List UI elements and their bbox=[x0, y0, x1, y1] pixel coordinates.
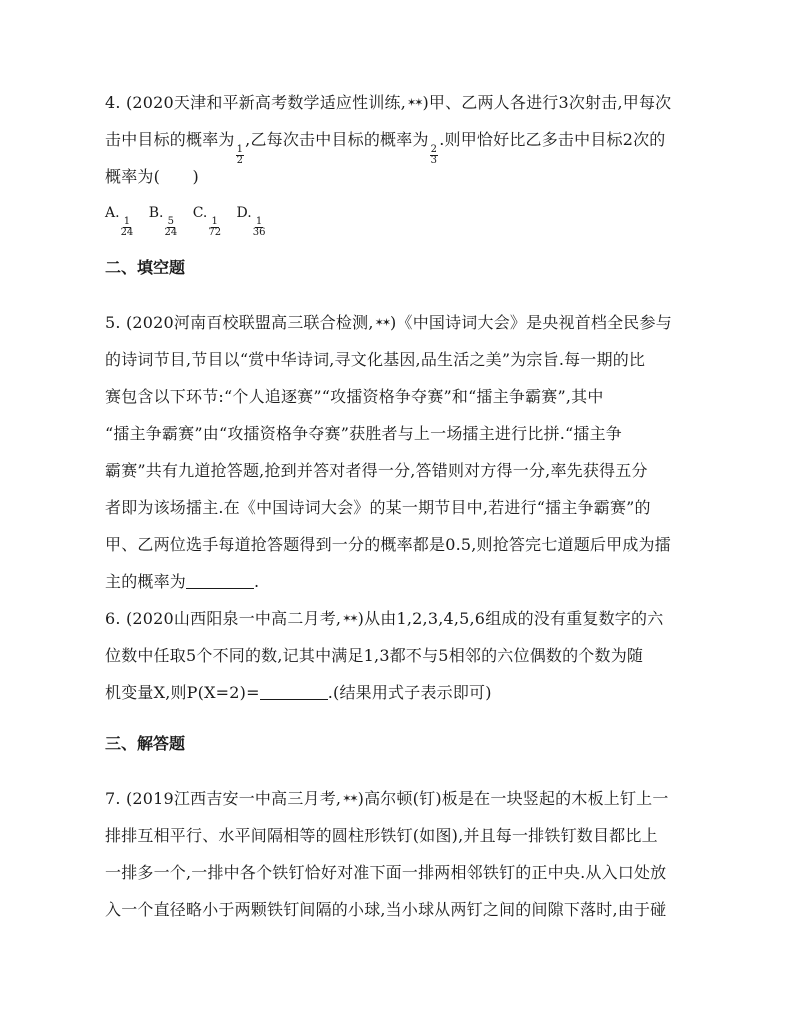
option-a bbox=[105, 198, 134, 238]
q4-text: 击中目标的概率为 bbox=[105, 130, 235, 149]
q6-text: 机变量X,则P(X=2)= bbox=[105, 683, 260, 702]
q4-text: .则甲恰好比乙多击中目标2次的 bbox=[439, 130, 666, 149]
q4-line-3 bbox=[105, 166, 199, 188]
q6-text: )从由1,2,3,4,5,6组成的没有重复数字的六 bbox=[357, 609, 664, 628]
fraction-denominator: 36 bbox=[252, 227, 266, 238]
fraction-numerator: 1 bbox=[255, 216, 263, 227]
q5-text: 主的概率为 bbox=[105, 572, 187, 591]
option-label: C. bbox=[192, 205, 208, 221]
q5-line-5: 霸赛”共有九道抢答题,抢到并答对者得一分,答错则对方得一分,率先获得五分 bbox=[105, 461, 648, 480]
q5-line-3: 赛包含以下环节:“个人追逐赛”“攻擂资格争夺赛”和“擂主争霸赛”,其中 bbox=[105, 387, 604, 406]
fraction-denominator: 24 bbox=[164, 227, 178, 238]
q4-line-1 bbox=[105, 92, 671, 114]
q5-text: 5. (2020河南百校联盟高三联合检测, bbox=[105, 313, 374, 332]
fraction-denominator: 2 bbox=[236, 155, 244, 166]
q5-line-2: 的诗词节目,节目以“赏中华诗词,寻文化基因,品生活之美”为宗旨.每一期的比 bbox=[105, 350, 646, 369]
option-label: B. bbox=[148, 205, 164, 221]
q7-line-3: 一排多一个,一排中各个铁钉恰好对准下面一排两相邻铁钉的正中央.从入口处放 bbox=[105, 863, 667, 882]
q6-line-3 bbox=[105, 682, 492, 704]
q6-line-1 bbox=[105, 608, 663, 630]
q6-text: 6. (2020山西阳泉一中高二月考, bbox=[105, 609, 342, 628]
option-d bbox=[237, 198, 267, 238]
q4-options bbox=[105, 198, 276, 238]
option-b bbox=[149, 198, 178, 238]
fraction-numerator: 1 bbox=[123, 216, 131, 227]
fraction-denominator: 3 bbox=[430, 155, 438, 166]
q5-text: )《中国诗词大会》是央视首档全民参与 bbox=[390, 313, 672, 332]
difficulty-star-icon: ✶✶ bbox=[342, 612, 357, 625]
q4-text: 概率为( ) bbox=[105, 167, 199, 186]
option-label: A. bbox=[105, 205, 120, 221]
option-c bbox=[193, 198, 222, 238]
answer-blank bbox=[186, 573, 254, 589]
fraction bbox=[430, 145, 439, 166]
fraction bbox=[208, 217, 221, 238]
difficulty-star-icon: ✶✶ bbox=[374, 316, 390, 329]
q5-line-8 bbox=[105, 571, 259, 593]
q5-line-4: “擂主争霸赛”由“攻擂资格争夺赛”获胜者与上一场擂主进行比拼.“擂主争 bbox=[105, 424, 622, 443]
fraction bbox=[121, 217, 134, 238]
fraction bbox=[236, 145, 245, 166]
q7-line-4: 入一个直径略小于两颗铁钉间隔的小球,当小球从两钉之间的间隙下落时,由于碰 bbox=[105, 900, 667, 919]
option-label: D. bbox=[236, 205, 252, 221]
difficulty-star-icon: ✶✶ bbox=[407, 96, 422, 109]
q6-text: .(结果用式子表示即可) bbox=[327, 683, 492, 702]
fraction-numerator: 5 bbox=[167, 216, 175, 227]
section-heading-fill: 二、填空题 bbox=[105, 258, 186, 277]
q5-line-1 bbox=[105, 312, 672, 334]
fraction-numerator: 1 bbox=[211, 216, 218, 227]
q5-line-6: 者即为该场擂主.在《中国诗词大会》的某一期节目中,若进行“擂主争霸赛”的 bbox=[105, 498, 651, 517]
q5-line-7: 甲、乙两位选手每道抢答题得到一分的概率都是0.5,则抢答完七道题后甲成为擂 bbox=[105, 535, 671, 554]
q7-text: )高尔顿(钉)板是在一块竖起的木板上钉上一 bbox=[357, 789, 669, 808]
q4-text: ,乙每次击中目标的概率为 bbox=[245, 130, 429, 149]
q6-line-2: 位数中任取5个不同的数,记其中满足1,3都不与5相邻的六位偶数的个数为随 bbox=[105, 646, 644, 665]
fraction-numerator: 1 bbox=[236, 144, 244, 155]
section-heading-answer: 三、解答题 bbox=[105, 734, 186, 753]
difficulty-star-icon: ✶✶ bbox=[342, 792, 357, 805]
answer-blank bbox=[260, 684, 328, 700]
fraction bbox=[253, 217, 266, 238]
fraction-denominator: 24 bbox=[120, 227, 134, 238]
q7-text: 7. (2019江西吉安一中高三月考, bbox=[105, 789, 342, 808]
q5-text: . bbox=[254, 572, 260, 591]
q4-text: )甲、乙两人各进行3次射击,甲每次 bbox=[422, 93, 672, 112]
q7-line-1 bbox=[105, 788, 669, 810]
fraction-numerator: 2 bbox=[430, 144, 438, 155]
q4-text: 4. (2020天津和平新高考数学适应性训练, bbox=[105, 93, 406, 112]
fraction bbox=[165, 217, 178, 238]
fraction-denominator: 72 bbox=[208, 227, 222, 238]
q4-line-2 bbox=[105, 129, 666, 166]
q7-line-2: 排排互相平行、水平间隔相等的圆柱形铁钉(如图),并且每一排铁钉数目都比上 bbox=[105, 826, 658, 845]
